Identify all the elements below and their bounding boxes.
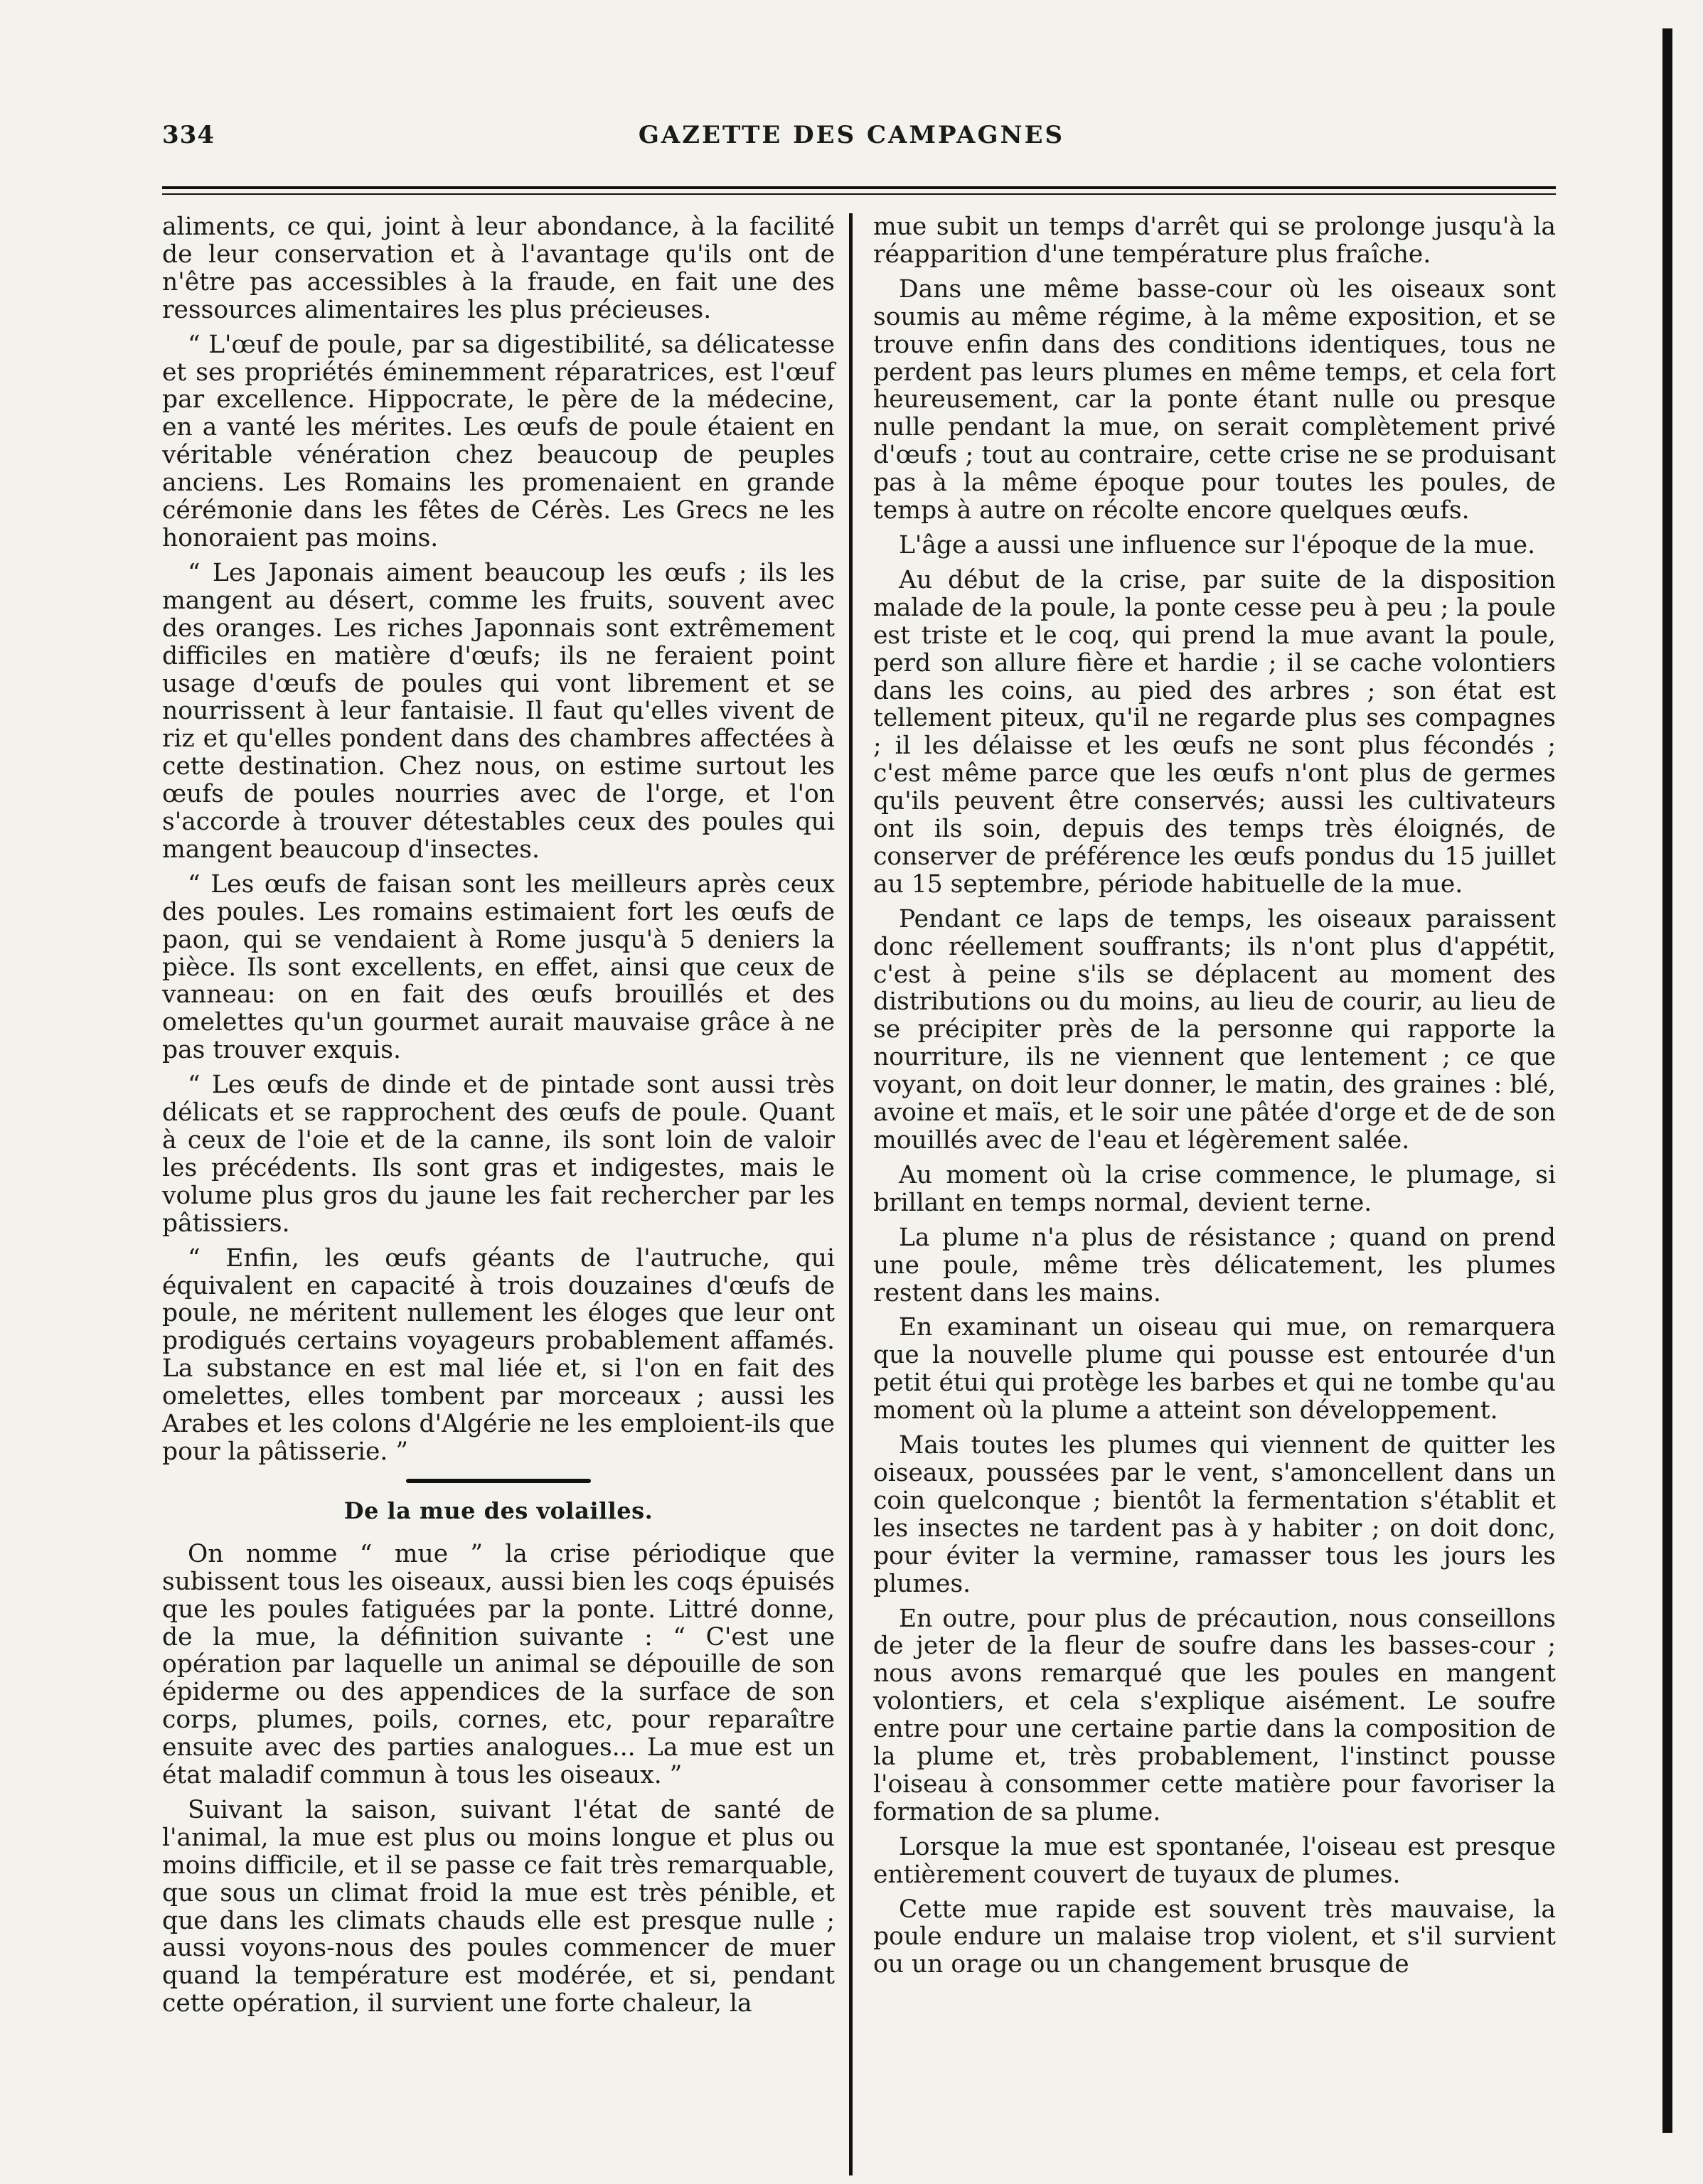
paragraph: L'âge a aussi une influence sur l'époque de la mue. — [899, 530, 1536, 560]
paragraph: “ Les œufs de dinde et de pintade sont aussi très délicats et se rapprochent des œufs de poule. Quant à ceux de l'oie et de la canne, ils sont loin de valoir les précédents. Ils sont gras et indigestes, mais le volume plus gros du jaune les fait rechercher par les pâtissiers. — [162, 1071, 835, 1238]
paragraph: Lorsque la mue est spontanée, l'oiseau est presque entièrement couvert de tuyaux de plumes. — [873, 1832, 1556, 1889]
paragraph: En outre, pour plus de précaution, nous conseillons de jeter de la fleur de soufre dans les basses-cour ; nous avons remarqué que les poules en mangent volontiers, et cela s'explique aisément. Le soufre entre pour une certaine partie dans la composition de la plume et, très probablement, l'instinct pousse l'oiseau à consommer cette matière pour favoriser la formation de sa plume. — [873, 1604, 1556, 1826]
paragraph: Au moment où la crise commence, le plumage, si brillant en temps normal, devient terne. — [873, 1160, 1556, 1217]
paragraph: Mais toutes les plumes qui viennent de quitter les oiseaux, poussées par le vent, s'amoncellent dans un coin quelconque ; bientôt la fermentation s'établit et les insectes ne tardent pas à y habiter ; on doit donc, pour éviter la vermine, ramasser tous les jours les plumes. — [873, 1431, 1556, 1598]
header-rule-thin — [162, 193, 1556, 195]
section-title: De la mue des volailles. — [343, 1497, 653, 1524]
header-rule — [162, 186, 1556, 189]
paragraph: “ Les Japonais aiment beaucoup les œufs ; ils les mangent au désert, comme les fruits, souvent avec des oranges. Les riches Japonnais sont extrêmement difficiles en matière d'œufs; ils ne feraient point usage d'œufs de poules qui vont librement et se nourrissent à leur fantaisie. Il faut qu'elles vivent de riz et qu'elles pondent dans des chambres affectées à cette destination. Chez nous, on estime surtout les œufs de poules nourries avec de l'orge, et l'on s'accorde à trouver détestables ceux des poules qui mangent beaucoup d'insectes. — [162, 558, 835, 864]
paragraph: On nomme “ mue ” la crise périodique que subissent tous les oiseaux, aussi bien les coqs épuisés que les poules fatiguées par la ponte. Littré donne, de la mue, la définition suivante : “ C'est une opération par laquelle un animal se dépouille de son épiderme ou des appendices de la surface de son corps, plumes, poils, cornes, etc, pour reparaître ensuite avec des parties analogues... La mue est un état maladif commun à tous les oiseaux. ” — [162, 1539, 835, 1790]
binding-edge — [1662, 28, 1672, 2133]
paragraph: Suivant la saison, suivant l'état de santé de l'animal, la mue est plus ou moins longue et plus ou moins difficile, et il se passe ce fait très remarquable, que sous un climat froid la mue est très pénible, et que dans les climats chauds elle est presque nulle ; aussi voyons-nous des poules commencer de muer quand la température est modérée, et si, pendant cette opération, il survient une forte chaleur, la — [162, 1795, 835, 2018]
paragraph: aliments, ce qui, joint à leur abondance, à la facilité de leur conservation et à l'avantage qu'ils ont de n'être pas accessibles à la fraude, en fait une des ressources alimentaires les plus précieuses. — [162, 213, 835, 324]
paragraph: En examinant un oiseau qui mue, on remarquera que la nouvelle plume qui pousse est entourée d'un petit étui qui protège les barbes et qui ne tombe qu'au moment où la plume a atteint son développement. — [873, 1313, 1556, 1425]
paragraph: La plume n'a plus de résistance ; quand on prend une poule, même très délicatement, les plumes restent dans les mains. — [873, 1223, 1556, 1307]
paragraph: “ Les œufs de faisan sont les meilleurs après ceux des poules. Les romains estimaient fort les œufs de paon, qui se vendaient à Rome jusqu'à 5 deniers la pièce. Ils sont excellents, en effet, ainsi que ceux de vanneau: on en fait des œufs brouillés et des omelettes qu'un gourmet aurait mauvaise grâce à ne pas trouver exquis. — [162, 869, 835, 1065]
right-column — [873, 213, 1556, 1986]
left-column — [162, 213, 835, 2025]
column-divider — [849, 213, 853, 2175]
paragraph: Dans une même basse-cour où les oiseaux sont soumis au même régime, à la même exposition, et se trouve enfin dans des conditions identiques, tous ne perdent pas leurs plumes en même temps, et cela fort heureusement, car la ponte étant nulle ou presque nulle pendant la mue, on serait complètement privé d'œufs ; tout au contraire, cette crise ne se produisant pas à la même époque pour toutes les poules, de temps à autre on récolte encore quelques œufs. — [873, 274, 1556, 525]
paragraph: Au début de la crise, par suite de la disposition malade de la poule, la ponte cesse peu à peu ; la poule est triste et le coq, qui prend la mue avant la poule, perd son allure fière et hardie ; il se cache volontiers dans les coins, au pied des arbres ; son état est tellement piteux, qu'il ne regarde plus ses compagnes ; il les délaisse et les œufs ne sont plus fécondés ; c'est même parce que les œufs n'ont plus de germes qu'ils peuvent être conservés; aussi les cultivateurs ont ils soin, depuis des temps très éloignés, de conserver de préférence les œufs pondus du 15 juillet au 15 septembre, période habituelle de la mue. — [873, 565, 1556, 899]
paragraph: mue subit un temps d'arrêt qui se prolonge jusqu'à la réapparition d'une température plus fraîche. — [873, 213, 1556, 269]
paragraph: Cette mue rapide est souvent très mauvaise, la poule endure un malaise trop violent, et s'il survient ou un orage ou un changement brusque de — [873, 1895, 1556, 1979]
running-head: GAZETTE DES CAMPAGNES — [638, 121, 1065, 149]
paragraph: “ Enfin, les œufs géants de l'autruche, qui équivalent en capacité à trois douzaines d'œufs de poule, ne méritent nullement les éloges que leur ont prodigués certains voyageurs probablement affamés. La substance en est mal liée et, si l'on en fait des omelettes, elles tombent par morceaux ; aussi les Arabes et les colons d'Algérie ne les emploient-ils que pour la pâtisserie. ” — [162, 1243, 835, 1466]
section-separator — [406, 1479, 591, 1483]
page-number: 334 — [162, 121, 215, 149]
paragraph: Pendant ce laps de temps, les oiseaux paraissent donc réellement souffrants; ils n'ont plus d'appétit, c'est à peine s'ils se déplacent au moment des distributions ou du moins, au lieu de courir, au lieu de se précipiter près de la personne qui rapporte la nourriture, ils ne viennent que lentement ; ce que voyant, on doit leur donner, le matin, des graines : blé, avoine et maïs, et le soir une pâtée d'orge et de de son mouillés avec de l'eau et légèrement salée. — [873, 904, 1556, 1155]
paragraph: “ L'œuf de poule, par sa digestibilité, sa délicatesse et ses propriétés éminemment réparatrices, est l'œuf par excellence. Hippocrate, le père de la médecine, en a vanté les mérites. Les œufs de poule étaient en véritable vénération chez beaucoup de peuples anciens. Les Romains les promenaient en grande cérémonie dans les fêtes de Cérès. Les Grecs ne les honoraient pas moins. — [162, 330, 835, 552]
